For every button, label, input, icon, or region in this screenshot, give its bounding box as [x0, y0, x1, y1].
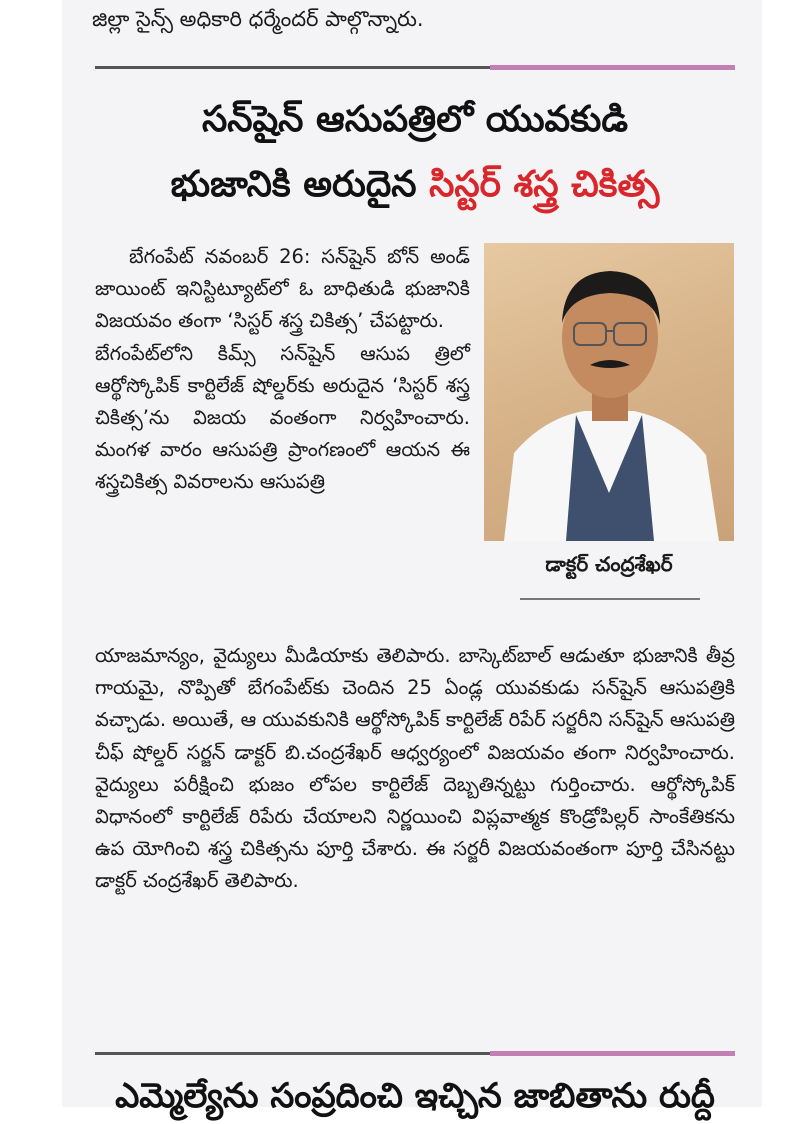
article-column-text — [95, 241, 470, 499]
next-article-headline: ఎమ్మెల్యేను సంప్రదించి ఇచ్చిన జాబితాను రుద్దీ — [115, 1076, 715, 1116]
headline-line-2-prefix: భుజానికి అరుదైన — [170, 164, 430, 205]
photo-caption: డాక్టర్ చంద్రశేఖర్ — [545, 552, 673, 576]
headline-line-1: సన్‌షైన్ ఆసుపత్రిలో యువకుడి — [201, 99, 629, 140]
section-divider-bottom — [95, 1052, 735, 1055]
headline-highlight: సిస్టర్ శస్త్ర చికిత్స — [429, 164, 660, 205]
doctor-photo — [484, 243, 734, 541]
article-paragraph-3: యాజమాన్యం, వైద్యులు మీడియాకు తెలిపారు. బాస్కెట్‌బాల్ ఆడుతూ భుజానికి తీవ్ర గాయమై, నొప్పితో బేగంపేట్‌కు చెందిన 25 ఏండ్ల యువకుడు సన్‌షైన్ ఆసుపత్రికి వచ్చాడు. అయితే, ఆ యువకునికి ఆర్థోస్కోపిక్ కార్టిలేజ్ రిపేర్ సర్జరీని సన్‌షైన్ ఆసుపత్రి చీఫ్ షోల్డర్ సర్జన్ డాక్టర్ బి.చంద్రశేఖర్ ఆధ్వర్యంలో విజయవం తంగా నిర్వహించారు. వైద్యులు పరీక్షించి భుజం లోపల కార్టిలేజ్ దెబ్బతిన్నట్టు గుర్తించారు. ఆర్థోస్కోపిక్ విధానంలో కార్టిలేజ్ రిపేరు చేయాలని నిర్ణయించి విప్లవాత్మక కొండ్రోపిల్లర్ సాంకేతికను ఉప యోగించి శస్త్ర చికిత్సను పూర్తి చేశారు. ఈ సర్జరీ విజయవంతంగా పూర్తి చేసినట్టు డాక్టర్ చంద్రశేఖర్ తెలిపారు. — [95, 644, 735, 893]
article-full-width-text — [95, 640, 735, 898]
divider-accent — [490, 1051, 735, 1056]
article-paragraph-1: బేగంపేట్ నవంబర్ 26: సన్‌షైన్ బోన్ అండ్ జాయింట్ ఇనిస్టిట్యూట్‌లో ఓ బాధితుడి భుజానికి విజయవం తంగా ‘సిస్టర్ శస్త్ర చికిత్స’ చేపట్టారు. — [95, 245, 470, 333]
section-divider-top — [95, 66, 735, 69]
divider-accent — [490, 65, 735, 70]
caption-underline — [520, 598, 700, 600]
previous-article-last-line: జిల్లా సైన్స్ అధికారి ధర్మేందర్ పాల్గొన్నారు. — [92, 7, 424, 31]
article-paragraph-2: బేగంపేట్‌లోని కిమ్స్ సన్‌షైన్ ఆసుప త్రిలో ఆర్థోస్కోపిక్ కార్టిలేజ్ షోల్డర్‌కు అరుదైన ‘సిస్టర్ శస్త్ర చికిత్స’ను విజయ వంతంగా నిర్వహించారు. మంగళ వారం ఆసుపత్రి ప్రాంగణంలో ఆయన ఈ శస్త్రచికిత్స వివరాలను ఆసుపత్రి — [95, 341, 470, 494]
headline-line-2 — [95, 157, 735, 213]
